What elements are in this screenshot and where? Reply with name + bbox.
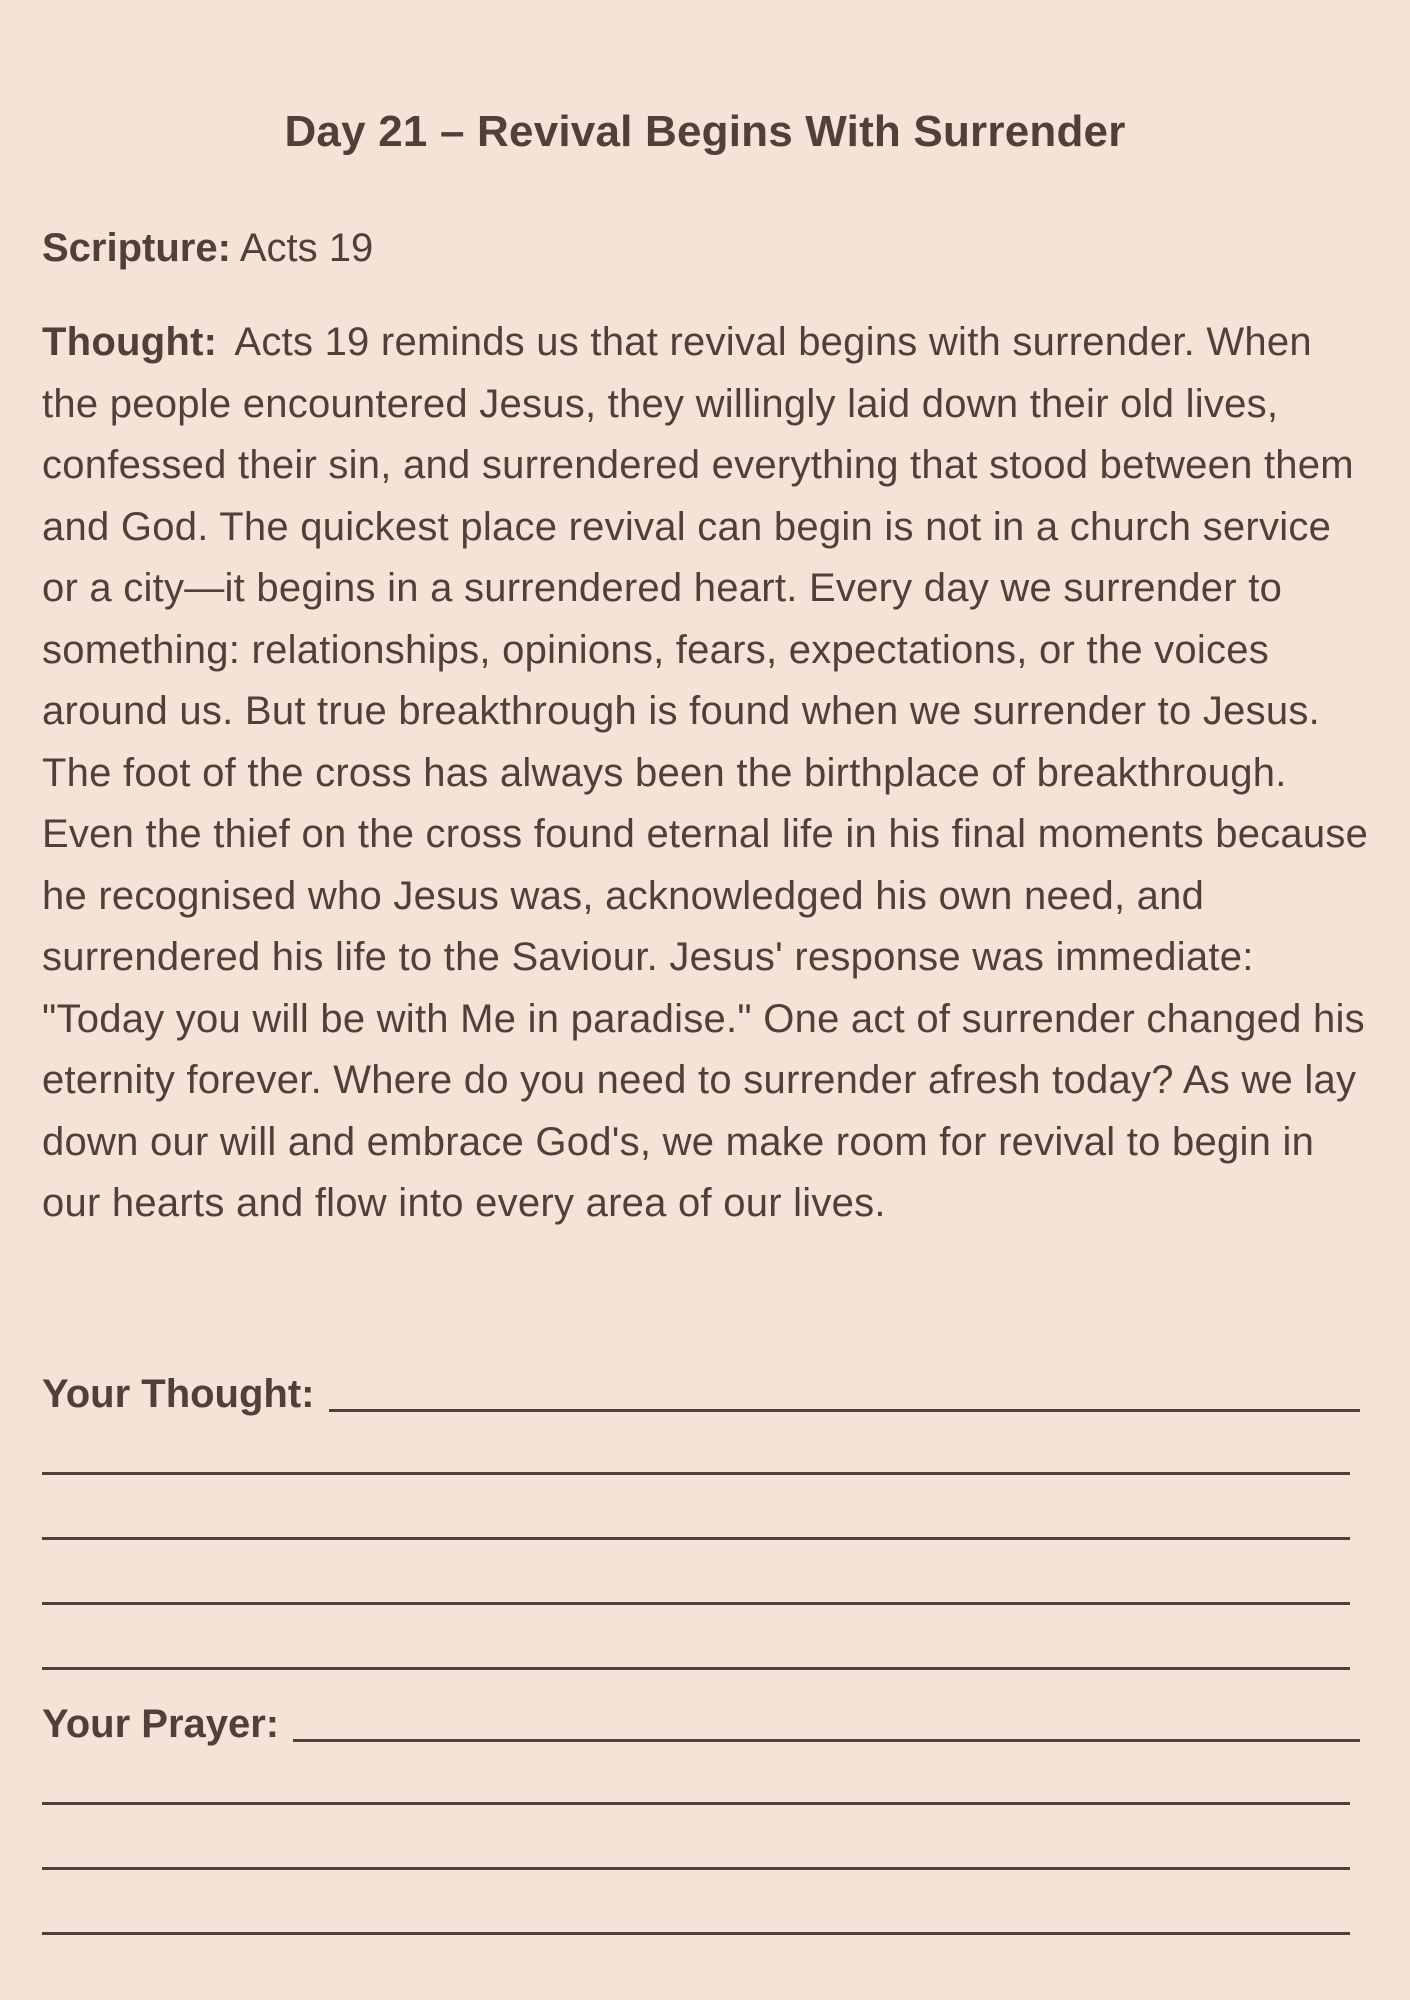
your-prayer-blank-line[interactable] bbox=[42, 1867, 1350, 1870]
your-thought-row bbox=[42, 1368, 1360, 1418]
thought-label: Thought: bbox=[42, 320, 218, 364]
your-thought-blank-line[interactable] bbox=[42, 1602, 1350, 1605]
your-prayer-line[interactable] bbox=[293, 1739, 1360, 1742]
your-thought-blank-line[interactable] bbox=[42, 1667, 1350, 1670]
thought-paragraph bbox=[42, 312, 1372, 1235]
thought-text: Acts 19 reminds us that revival begins with surrender. When the people encountered Jesus, they willingly laid down their old lives, confessed their sin, and surrendered everything that stood between them and God. The quickest place revival can begin is not in a church service or a city—it begins in a surrendered heart. Every day we surrender to something: relationships, opinions, fears, expectations, or the voices around us. But true breakthrough is found when we surrender to Jesus. The foot of the cross has always been the birthplace of breakthrough. Even the thief on the cross found eternal life in his final moments because he recognised who Jesus was, acknowledged his own need, and surrendered his life to the Saviour. Jesus' response was immediate: "Today you will be with Me in paradise." One act of surrender changed his eternity forever. Where do you need to surrender afresh today? As we lay down our will and embrace God's, we make room for revival to begin in our hearts and flow into every area of our lives. bbox=[42, 320, 1369, 1225]
your-prayer-label: Your Prayer: bbox=[42, 1702, 280, 1746]
scripture-reference: Acts 19 bbox=[239, 226, 374, 270]
scripture-label: Scripture: bbox=[42, 226, 231, 270]
your-thought-label: Your Thought: bbox=[42, 1372, 315, 1416]
your-thought-blank-line[interactable] bbox=[42, 1472, 1350, 1475]
your-thought-line[interactable] bbox=[329, 1409, 1361, 1412]
your-thought-blank-line[interactable] bbox=[42, 1537, 1350, 1540]
your-prayer-blank-line[interactable] bbox=[42, 1802, 1350, 1805]
scripture-line bbox=[42, 224, 373, 272]
your-prayer-row bbox=[42, 1698, 1360, 1748]
your-prayer-blank-line[interactable] bbox=[42, 1932, 1350, 1935]
page-title: Day 21 – Revival Begins With Surrender bbox=[284, 107, 1126, 156]
